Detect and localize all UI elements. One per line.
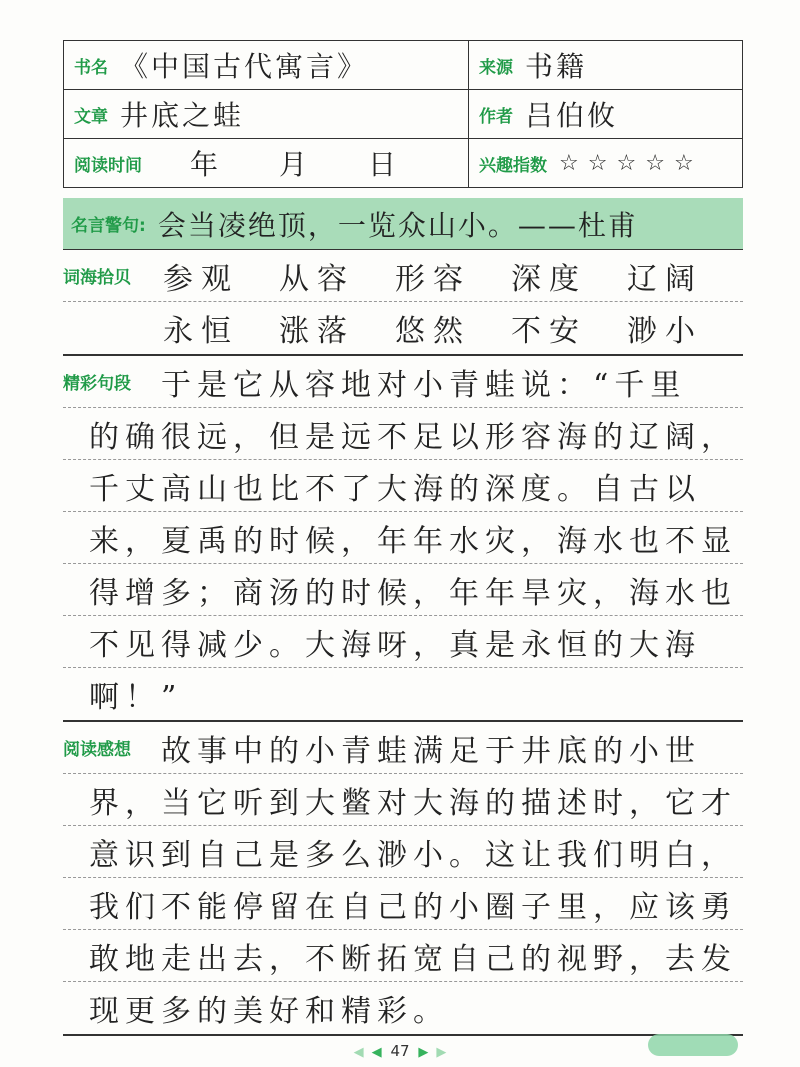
quote-label: 名言警句: <box>71 216 146 236</box>
reflection-section <box>63 722 743 1036</box>
excerpt-line <box>63 564 743 616</box>
article-value: 井底之蛙 <box>120 99 245 132</box>
article-cell <box>64 90 469 138</box>
info-row-date <box>64 139 742 187</box>
star-icon[interactable]: ☆ <box>673 150 694 176</box>
reflection-line <box>63 774 743 826</box>
vocab-words-1 <box>163 254 703 298</box>
star-icon[interactable]: ☆ <box>587 150 608 176</box>
reflection-text: 我们不能停留在自己的小圈子里，应该勇 <box>89 889 737 925</box>
excerpt-text: 得增多；商汤的时候，年年旱灾，海水也 <box>89 575 737 611</box>
date-cell <box>64 139 469 187</box>
reflection-text: 敢地走出去，不断拓宽自己的视野，去发 <box>89 941 737 977</box>
author-label: 作者 <box>479 106 513 127</box>
excerpt-text: 千丈高山也比不了大海的深度。自古以 <box>89 471 701 507</box>
vocab-section <box>63 250 743 356</box>
vocab-word: 涨落 <box>279 314 355 349</box>
reflection-line <box>63 722 743 774</box>
excerpt-label: 精彩句段 <box>63 374 131 394</box>
vocab-row-2 <box>63 302 743 354</box>
vocab-row-1 <box>63 250 743 302</box>
info-table <box>63 40 743 188</box>
date-parts <box>190 143 399 183</box>
author-cell <box>469 90 742 138</box>
star-icon[interactable]: ☆ <box>616 150 637 176</box>
interest-label: 兴趣指数 <box>479 155 547 176</box>
excerpt-text: 不见得减少。大海呀，真是永恒的大海 <box>89 627 701 663</box>
page-footer <box>0 1042 800 1060</box>
reflection-text: 界，当它听到大鳖对大海的描述时，它才 <box>89 785 737 821</box>
reflection-line <box>63 878 743 930</box>
excerpt-line <box>63 616 743 668</box>
date-month: 月 <box>279 148 311 181</box>
vocab-word: 渺小 <box>627 314 703 349</box>
source-label: 来源 <box>479 57 513 78</box>
star-icon[interactable]: ☆ <box>559 150 579 176</box>
excerpt-line <box>63 356 743 408</box>
excerpt-line <box>63 408 743 460</box>
excerpt-line <box>63 460 743 512</box>
reflection-line <box>63 826 743 878</box>
reflection-text: 现更多的美好和精彩。 <box>89 994 449 1029</box>
reflection-line <box>63 930 743 982</box>
date-label: 阅读时间 <box>74 155 142 176</box>
book-value: 《中国古代寓言》 <box>120 50 369 83</box>
vocab-word: 从容 <box>279 261 355 297</box>
excerpt-text: 于是它从容地对小青蛙说：“千里 <box>161 367 687 403</box>
vocab-word: 形容 <box>395 261 471 297</box>
excerpt-text: 来，夏禹的时候，年年水灾，海水也不显 <box>89 523 737 559</box>
vocab-word: 不安 <box>511 314 587 349</box>
star-icon[interactable]: ☆ <box>645 150 665 176</box>
vocab-word: 深度 <box>511 261 587 297</box>
excerpt-text: 啊！” <box>89 680 183 715</box>
prev-page-icon[interactable]: ◀ <box>371 1045 382 1060</box>
page-number: 47 <box>390 1042 410 1060</box>
source-value: 书籍 <box>525 50 588 83</box>
vocab-word: 悠然 <box>395 314 471 349</box>
excerpt-line <box>63 512 743 564</box>
last-page-icon[interactable]: ▶ <box>436 1045 447 1060</box>
vocab-word: 参观 <box>163 261 239 297</box>
vocab-label: 词海拾贝 <box>63 268 131 288</box>
vocab-words-2 <box>163 306 703 350</box>
date-year: 年 <box>190 148 222 181</box>
reading-card <box>63 40 743 1036</box>
interest-stars <box>559 151 694 176</box>
date-day: 日 <box>368 148 400 181</box>
first-page-icon[interactable]: ◀ <box>353 1045 364 1060</box>
info-row-article <box>64 90 742 139</box>
reflection-text: 意识到自己是多么渺小。这让我们明白， <box>89 837 737 873</box>
excerpt-section <box>63 356 743 722</box>
reflection-line <box>63 982 743 1034</box>
book-cell <box>64 41 469 89</box>
article-label: 文章 <box>74 106 108 127</box>
source-cell <box>469 41 742 89</box>
excerpt-line <box>63 668 743 720</box>
author-value: 吕伯攸 <box>525 99 619 132</box>
quote-band <box>63 198 743 250</box>
vocab-word: 永恒 <box>163 314 239 349</box>
info-row-book <box>64 41 742 90</box>
vocab-word: 辽阔 <box>627 261 703 297</box>
quote-text: 会当凌绝顶，一览众山小。——杜甫 <box>157 208 638 242</box>
interest-cell <box>469 139 742 187</box>
excerpt-text: 的确很远，但是远不足以形容海的辽阔， <box>89 419 737 455</box>
next-page-icon[interactable]: ▶ <box>418 1045 429 1060</box>
reflection-text: 故事中的小青蛙满足于井底的小世 <box>161 733 701 769</box>
book-label: 书名 <box>74 57 108 78</box>
reflection-label: 阅读感想 <box>63 740 131 760</box>
